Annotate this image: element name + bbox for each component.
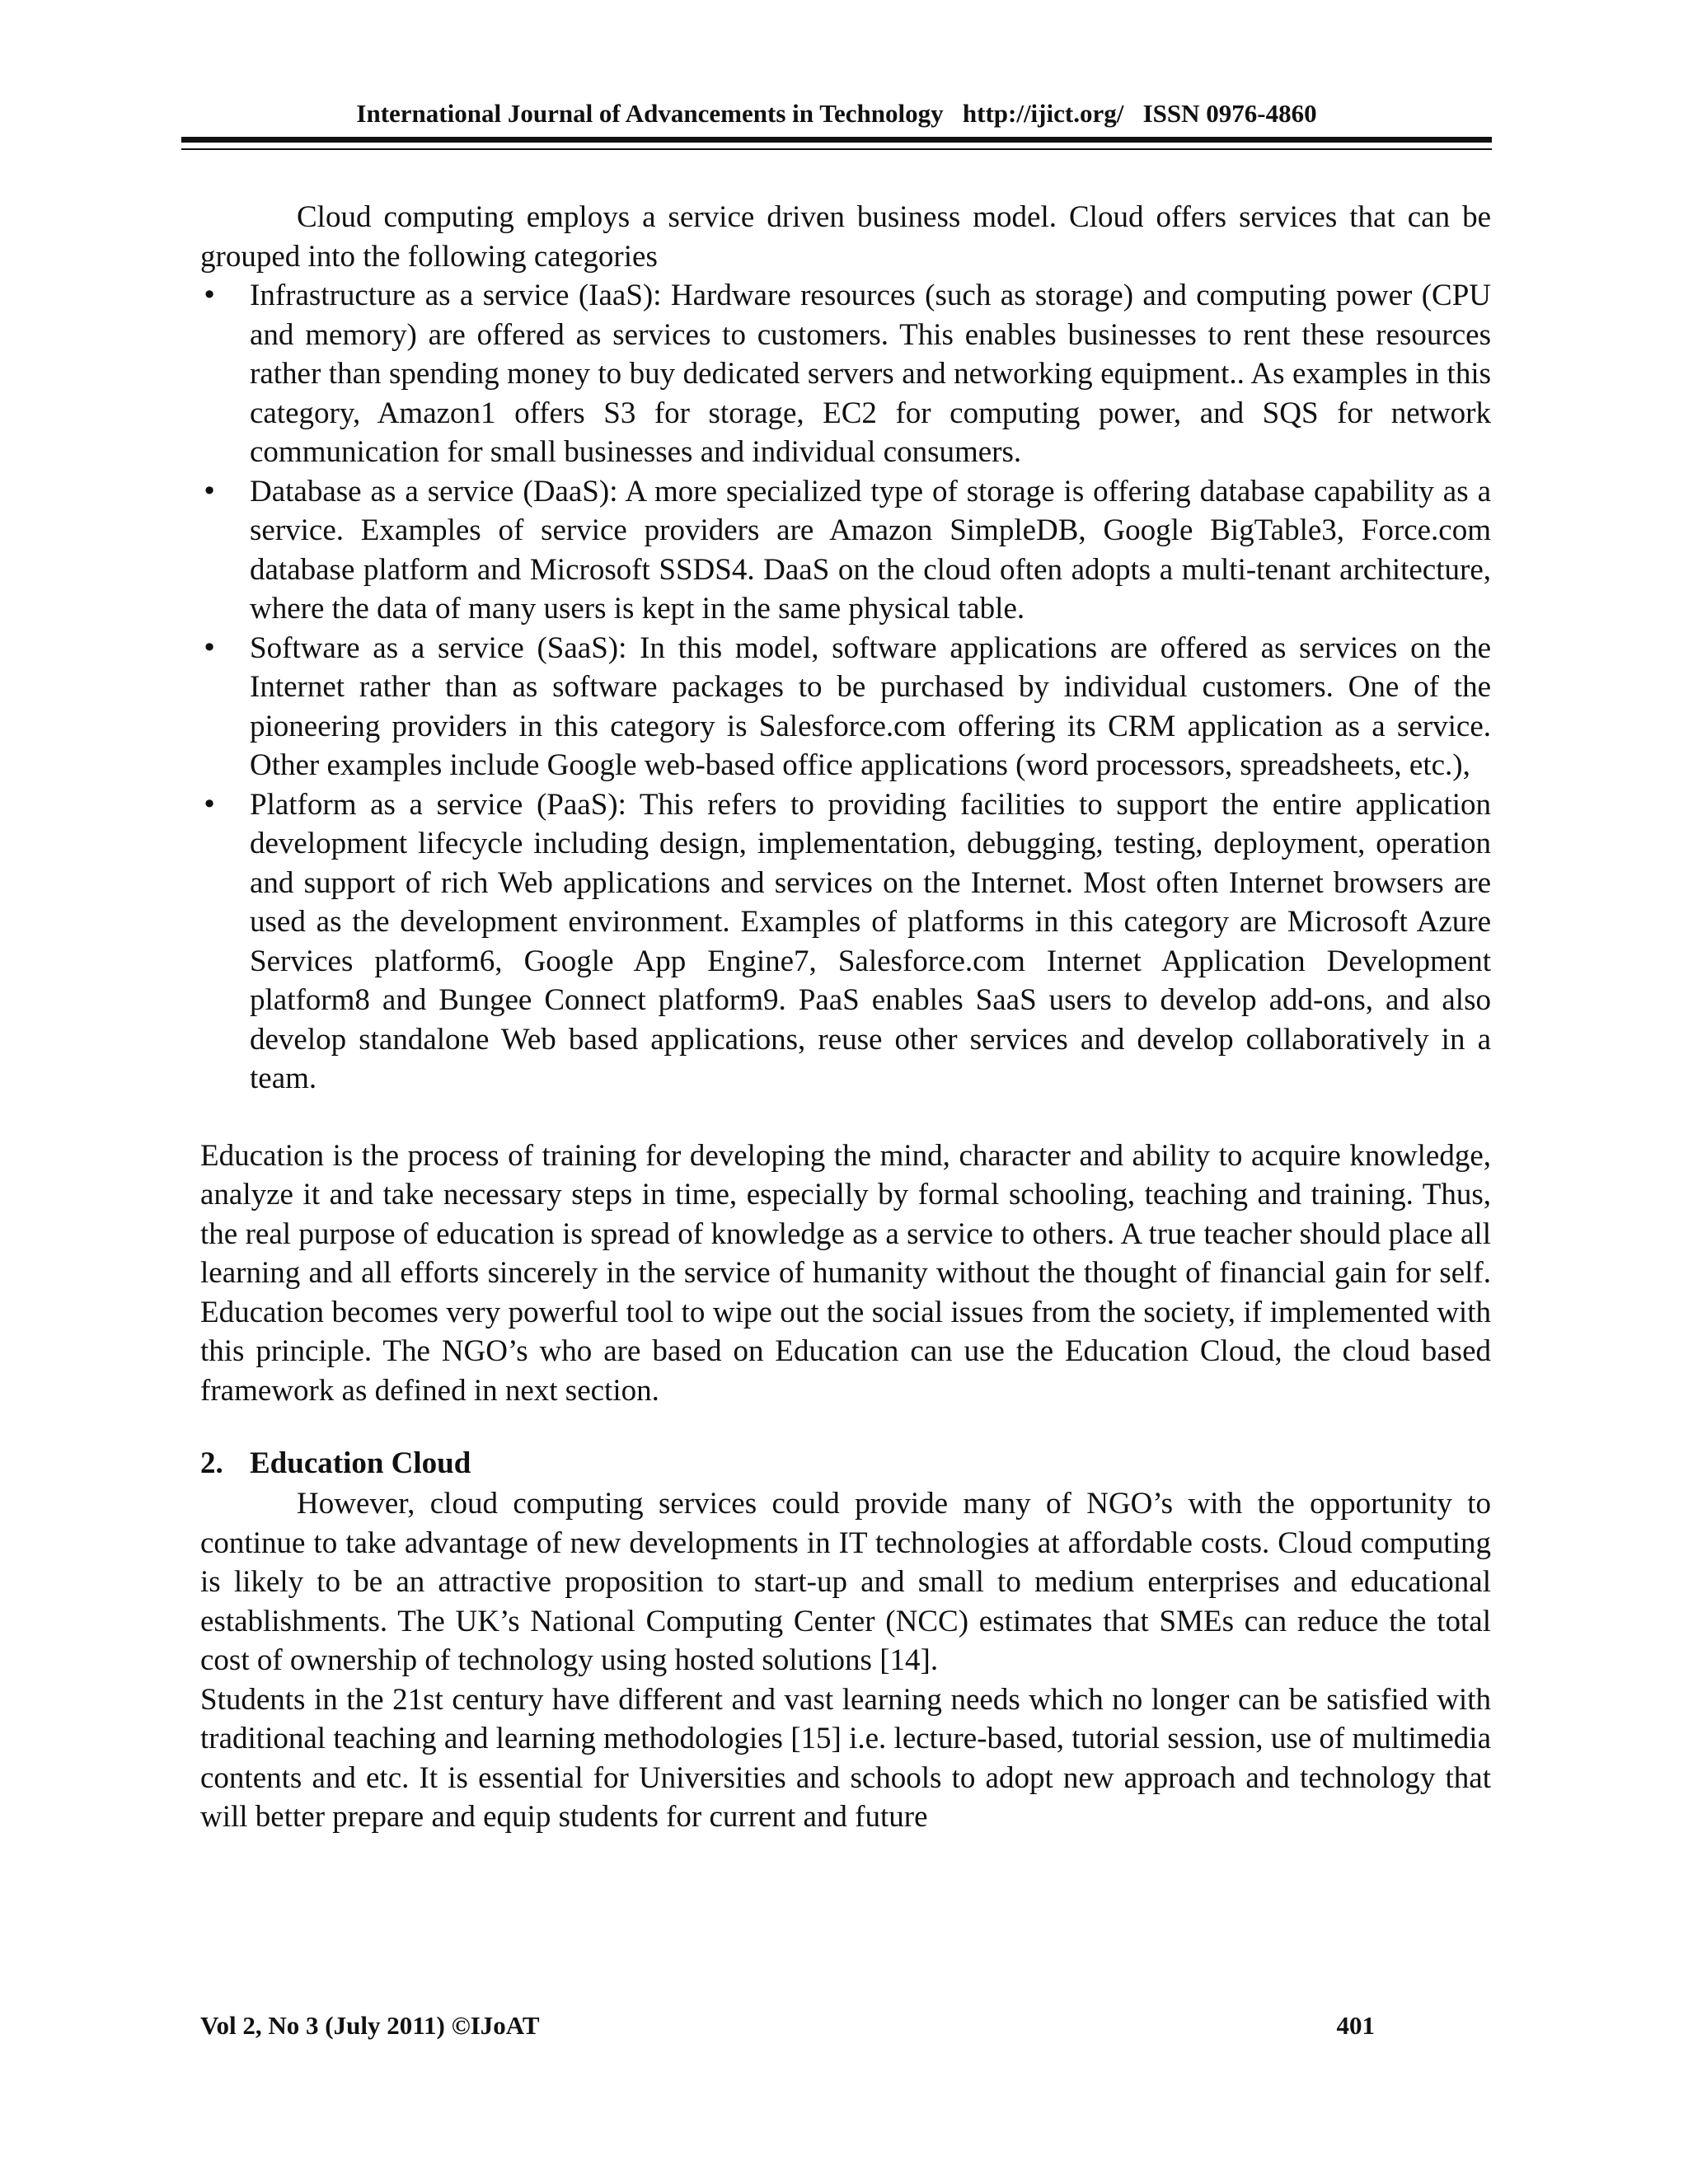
- intro-paragraph: Cloud computing employs a service driven business model. Cloud offers services that can be grouped into the following categories: [200, 200, 1491, 274]
- list-item-text: Infrastructure as a service (IaaS): Hardware resources (such as storage) and computing power (CPU and memory) are offered as services to customers. This enables businesses to rent these resources rather than spending money to buy dedicated servers and networking equipment.. As examples in this category, Amazon1 offers S3 for storage, EC2 for computing power, and SQS for network communication for small businesses and individual consumers.: [250, 279, 1491, 469]
- bullet-icon: •: [201, 788, 218, 820]
- list-item-text: Platform as a service (PaaS): This refers to providing facilities to support the entire application development lifecycle including design, implementation, debugging, testing, deployment, operation and support of rich Web applications and services on the Internet. Most often Internet browsers are used as the development environment. Examples of platforms in this category are Microsoft Azure Services platform6, Google App Engine7, Salesforce.com Internet Application Development platform8 and Bungee Connect platform9. PaaS enables SaaS users to develop add-ons, and also develop standalone Web based applications, reuse other services and develop collaboratively in a team.: [250, 787, 1491, 1095]
- list-item-text: Software as a service (SaaS): In this model, software applications are offered as services on the Internet rather than as software packages to be purchased by individual customers. One of the pioneering providers in this category is Salesforce.com offering its CRM application as a service. Other examples include Google web-based office applications (word processors, spreadsheets, etc.),: [250, 630, 1491, 782]
- spacer: [200, 1099, 1491, 1137]
- education-paragraph: Education is the process of training for developing the mind, character and ability to acquire knowledge, analyze it and take necessary steps in time, especially by formal schooling, teaching and training. Thus, the real purpose of education is spread of knowledge as a service to others. A true teacher should place all learning and all efforts sincerely in the service of humanity without the thought of financial gain for self. Education becomes very powerful tool to wipe out the social issues from the society, if implemented with this principle. The NGO’s who are based on Education can use the Education Cloud, the cloud based framework as defined in next section.: [200, 1138, 1491, 1408]
- page-footer: [200, 2009, 1375, 2042]
- bullet-icon: •: [201, 279, 218, 311]
- spacer: [200, 1410, 1491, 1443]
- section-paragraph-1: However, cloud computing services could provide many of NGO’s with the opportunity to continue to take advantage of new developments in IT technologies at affordable costs. Cloud computing is likely to be an attractive proposition to start-up and small to medium enterprises and educational establishments. The UK’s National Computing Center (NCC) estimates that SMEs can reduce the total cost of ownership of technology using hosted solutions [14].: [200, 1487, 1491, 1677]
- section-paragraph-2: Students in the 21st century have different and vast learning needs which no longer can be satisfied with traditional teaching and learning methodologies [15] i.e. lecture-based, tutorial session, use of multimedia contents and etc. It is essential for Universities and schools to adopt new approach and technology that will better prepare and equip students for current and future: [200, 1682, 1491, 1834]
- list-item-iaas: [200, 276, 1491, 472]
- list-item-paas: [200, 785, 1491, 1099]
- service-categories-list: [200, 276, 1491, 1099]
- page-content: [200, 198, 1491, 1837]
- list-item-daas: [200, 472, 1491, 629]
- header-rule-thin: [181, 148, 1492, 150]
- list-item-saas: [200, 629, 1491, 785]
- bullet-icon: •: [201, 475, 218, 507]
- section-number: 2.: [200, 1446, 223, 1480]
- journal-header: [181, 97, 1492, 130]
- header-rule-thick: [181, 137, 1492, 143]
- footer-volume: Vol 2, No 3 (July 2011) ©IJoAT: [200, 2011, 540, 2040]
- journal-header-text: International Journal of Advancements in Technology http://ijict.org/ ISSN 0976-4860: [356, 99, 1317, 128]
- section-heading: [200, 1443, 1491, 1484]
- section-title: Education Cloud: [250, 1446, 471, 1480]
- list-item-text: Database as a service (DaaS): A more specialized type of storage is offering database capability as a service. Examples of service providers are Amazon SimpleDB, Google BigTable3, Force.com database platform and Microsoft SSDS4. DaaS on the cloud often adopts a multi-tenant architecture, where the data of many users is kept in the same physical table.: [250, 474, 1491, 626]
- page-number: 401: [1336, 2011, 1375, 2040]
- bullet-icon: •: [201, 631, 218, 663]
